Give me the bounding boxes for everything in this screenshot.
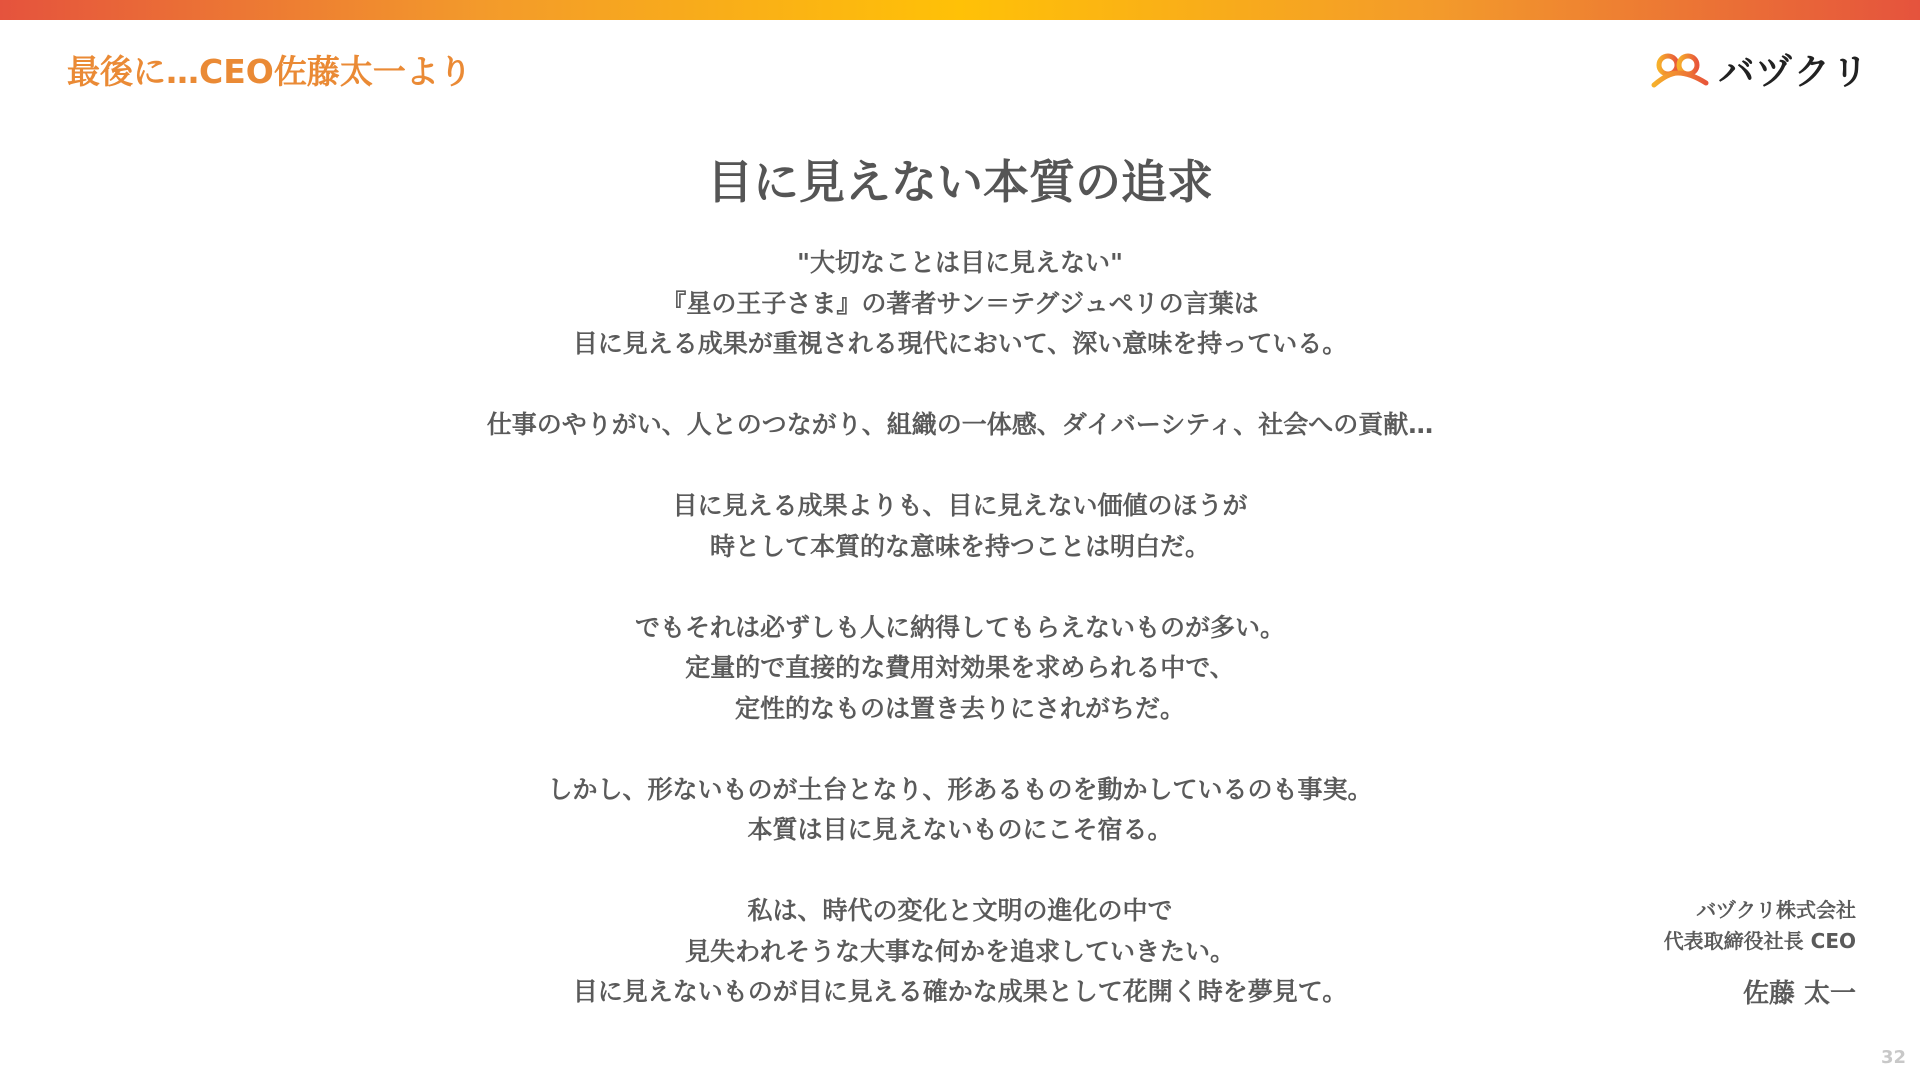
double-loop-logo-icon [1650,51,1712,89]
body-line: 仕事のやりがい、人とのつながり、組織の一体感、ダイバーシティ、社会への貢献… [486,410,1434,439]
page-number: 32 [1880,1047,1906,1068]
logo-wordmark: バヅクリ [1718,52,1870,93]
paragraph-3 [380,486,1540,567]
ceo-signature [1664,895,1856,1010]
paragraph-6 [380,891,1540,1013]
body-line: 定性的なものは置き去りにされがちだ。 [734,693,1185,723]
body-line: 『星の王子さま』の著者サン＝テグジュペリの言葉は [661,288,1259,318]
body-line: 定量的で直接的な費用対効果を求められる中で、 [685,653,1235,682]
body-line: 私は、時代の変化と文明の進化の中で [747,896,1173,925]
main-heading: 目に見えない本質の追求 [707,155,1213,209]
body-line: 見失われそうな大事な何かを追求していきたい。 [684,936,1235,966]
paragraph-1 [380,243,1540,365]
top-gradient-bar [0,0,1920,20]
signature-company: バヅクリ株式会社 [1696,898,1856,922]
body-line: 目に見えないものが目に見える確かな成果として花開く時を夢見て。 [572,977,1348,1006]
body-line: "大切なことは目に見えない" [796,248,1124,277]
paragraph-4 [380,608,1540,730]
signature-name: 佐藤 太一 [1742,979,1856,1009]
body-line: 本質は目に見えないものにこそ宿る。 [747,815,1173,844]
paragraph-5 [380,770,1540,851]
body-line: しかし、形ないものが土台となり、形あるものを動かしているのも事実。 [547,774,1373,804]
body-line: 時として本質的な意味を持つことは明白だ。 [709,531,1210,561]
company-logo [1650,44,1870,95]
body-line: 目に見える成果が重視される現代において、深い意味を持っている。 [572,329,1348,358]
body-line: 目に見える成果よりも、目に見えない価値のほうが [672,491,1248,520]
message-body [380,243,1540,1013]
paragraph-2 [380,405,1540,446]
body-line: でもそれは必ずしも人に納得してもらえないものが多い。 [634,612,1285,642]
signature-role: 代表取締役社長 CEO [1663,929,1856,953]
section-title: 最後に…CEO佐藤太一より [67,52,472,91]
